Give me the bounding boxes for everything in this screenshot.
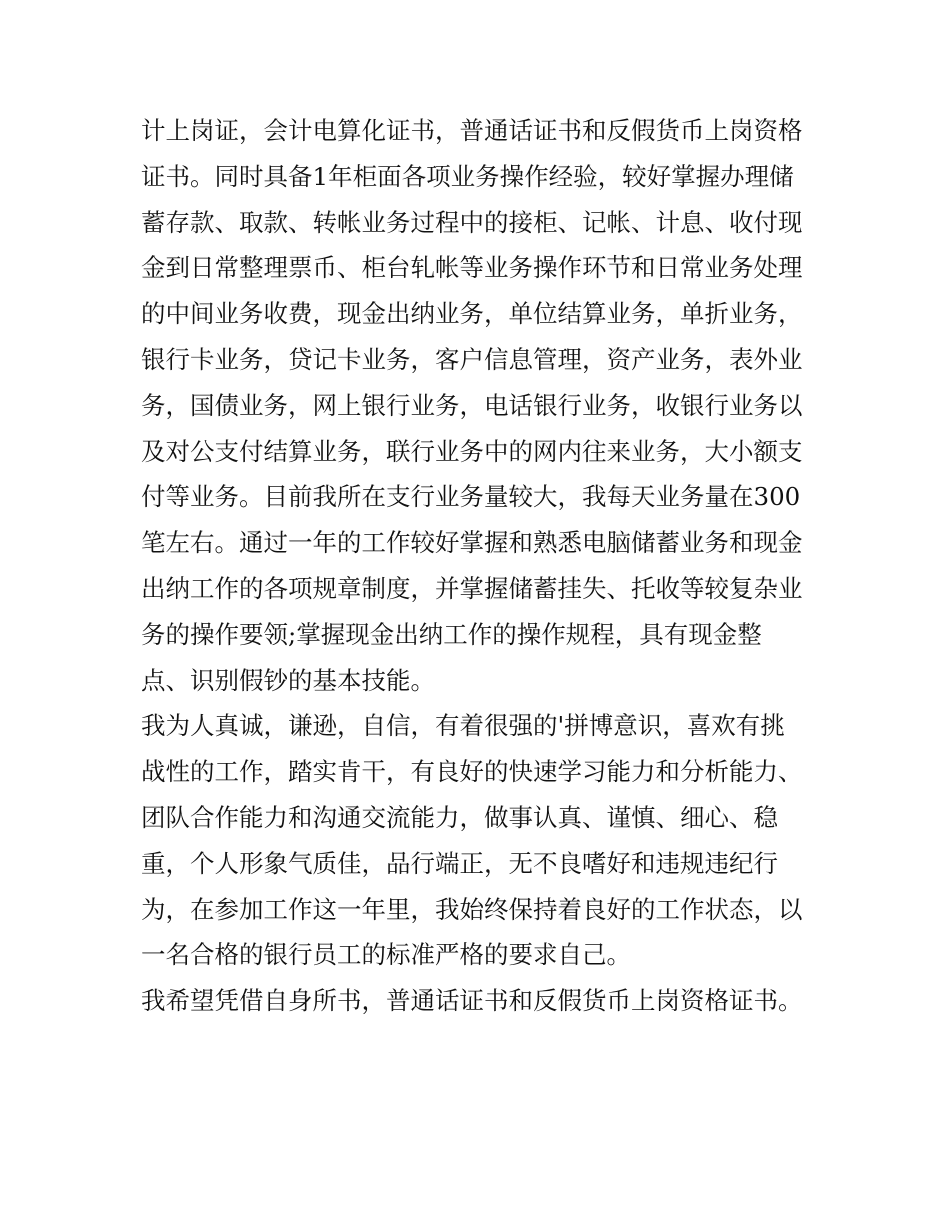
- text-line: 我希望凭借自身所书，普通话证书和反假货币上岗资格证书。: [141, 986, 803, 1016]
- text-line: 点、识别假钞的基本技能。: [141, 665, 435, 695]
- text-line: 务的操作要领;掌握现金出纳工作的操作规程，具有现金整: [141, 619, 762, 649]
- text-line: 计上岗证，会计电算化证书，普通话证书和反假货币上岗资格: [141, 116, 803, 145]
- document-body: [141, 108, 821, 1024]
- text-line: 证书。同时具备1年柜面各项业务操作经验，较好掌握办理储: [141, 161, 794, 191]
- text-line: 银行卡业务，贷记卡业务，客户信息管理，资产业务，表外业: [141, 344, 803, 374]
- text-line: 为，在参加工作这一年里，我始终保持着良好的工作状态，以: [141, 894, 803, 924]
- text-line: 出纳工作的各项规章制度，并掌握储蓄挂失、托收等较复杂业: [141, 573, 803, 603]
- text-line: 团队合作能力和沟通交流能力，做事认真、谨慎、细心、稳: [141, 802, 778, 832]
- text-line: 一名合格的银行员工的标准严格的要求自己。: [141, 940, 631, 970]
- text-line: 金到日常整理票币、柜台轧帐等业务操作环节和日常业务处理: [141, 253, 803, 283]
- text-line: 及对公支付结算业务，联行业务中的网内往来业务，大小额支: [141, 436, 803, 466]
- text-line: 笔左右。通过一年的工作较好掌握和熟悉电脑储蓄业务和现金: [141, 528, 803, 558]
- text-line: 重，个人形象气质佳，品行端正，无不良嗜好和违规违纪行: [141, 848, 778, 878]
- text-line: 战性的工作，踏实肯干，有良好的快速学习能力和分析能力、: [141, 757, 803, 787]
- text-line: 我为人真诚，谦逊，自信，有着很强的'拼博意识，喜欢有挑: [141, 711, 785, 741]
- text-line: 务，国债业务，网上银行业务，电话银行业务，收银行业务以: [141, 390, 803, 420]
- text-line: 的中间业务收费，现金出纳业务，单位结算业务，单折业务，: [141, 299, 803, 329]
- text-line: 蓄存款、取款、转帐业务过程中的接柜、记帐、计息、收付现: [141, 207, 803, 237]
- text-line: 付等业务。目前我所在支行业务量较大，我每天业务量在300: [141, 482, 801, 512]
